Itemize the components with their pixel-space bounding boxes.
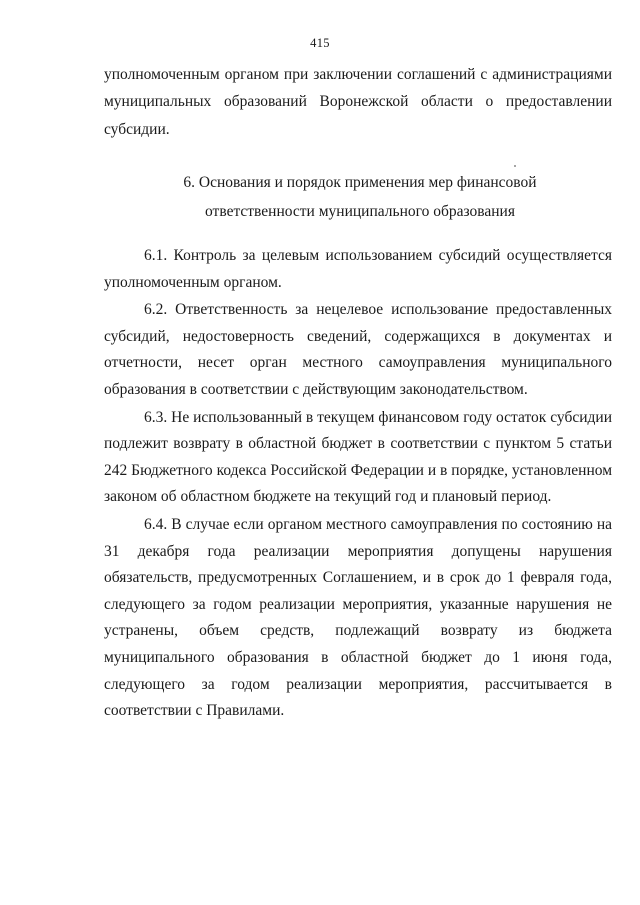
- clause-6-3: 6.3. Не использованный в текущем финансовом году остаток субсидии подлежит возврату в областной бюджет в соответствии с пунктом 5 статьи 242 Бюджетного кодекса Российской Федерации и в порядке, установленном законом об областном бюджете на текущий год и плановый период.: [104, 408, 612, 506]
- section-heading-line-2: ответственности муниципального образования: [205, 203, 515, 220]
- scan-speck: [514, 165, 516, 167]
- clause-6-1: 6.1. Контроль за целевым использованием субсидий осуществляется уполномоченным органом.: [104, 247, 612, 291]
- section-heading-line-1: 6. Основания и порядок применения мер финансовой: [183, 174, 537, 191]
- section-heading: [150, 168, 570, 226]
- clause-6-2: 6.2. Ответственность за нецелевое использование предоставленных субсидий, недостоверность сведений, содержащихся в документах и отчетности, несет орган местного самоуправления муниципального образования в соответствии с действующим законодательством.: [104, 301, 612, 398]
- clause-6-4: 6.4. В случае если органом местного самоуправления по состоянию на 31 декабря года реализации мероприятия допущены нарушения обязательств, предусмотренных Соглашением, и в срок до 1 февраля года, следующего за годом реализации мероприятия, указанные нарушения не устранены, объем средств, подлежащий возврату из бюджета муниципального образования в областной бюджет до 1 июня года, следующего за годом реализации мероприятия, рассчитывается в соответствии с Правилами.: [104, 515, 612, 720]
- clauses-list: [104, 243, 612, 725]
- continuation-paragraph: уполномоченным органом при заключении соглашений с администрациями муниципальных образований Воронежской области о предоставлении субсидии.: [104, 66, 612, 138]
- page-number: 415: [310, 36, 330, 50]
